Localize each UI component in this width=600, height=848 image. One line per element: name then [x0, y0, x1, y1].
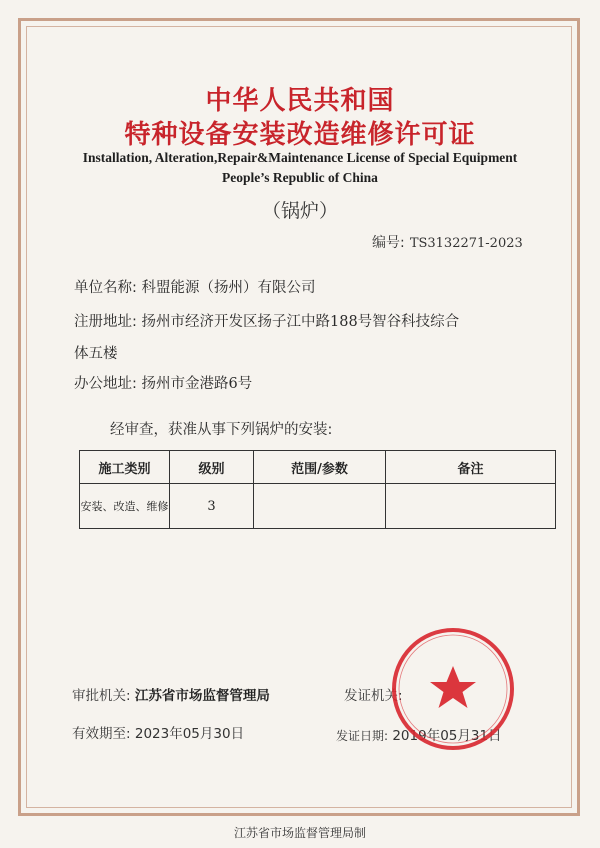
- reg-address-line2: [74, 342, 118, 363]
- reg-address-value-2: 体五楼: [74, 346, 118, 362]
- header-scope: 范围/参数: [254, 451, 386, 484]
- office-address-label: 办公地址:: [74, 376, 137, 392]
- header-level: 级别: [170, 451, 254, 484]
- unit-name-row: [74, 276, 316, 297]
- reg-address-row: [74, 310, 459, 331]
- unit-name-label: 单位名称:: [74, 280, 137, 296]
- cell-type: 安装、改造、维修: [80, 484, 170, 529]
- header-note: 备注: [386, 451, 556, 484]
- approver-row: [72, 684, 270, 704]
- cell-level: 3: [170, 484, 254, 529]
- approver-value: 江苏省市场监督管理局: [134, 688, 270, 704]
- title-cn-line1: 中华人民共和国: [205, 86, 395, 116]
- table-header-row: [80, 451, 556, 484]
- license-subtype: （锅炉）: [261, 200, 338, 222]
- bottom-issuer: 江苏省市场监督管理局制: [233, 826, 366, 840]
- serial-number: [372, 232, 523, 252]
- header-type: 施工类别: [80, 451, 170, 484]
- unit-name-value: 科盟能源（扬州）有限公司: [141, 280, 316, 296]
- cell-scope: [254, 484, 386, 529]
- valid-label: 有效期至:: [72, 726, 131, 742]
- official-seal: [390, 626, 516, 752]
- valid-value: 2023年05月30日: [134, 726, 245, 742]
- cell-note: [386, 484, 556, 529]
- valid-row: [72, 722, 244, 742]
- issue-date-label: 发证日期:: [336, 729, 389, 743]
- reg-address-label: 注册地址:: [74, 314, 137, 330]
- serial-value: TS3132271-2023: [409, 236, 523, 251]
- approver-label: 审批机关:: [72, 688, 131, 704]
- office-address-row: [74, 372, 252, 393]
- title-en-line2: People’s Republic of China: [222, 170, 378, 185]
- reg-address-value: 扬州市经济开发区扬子江中路188号智谷科技综合: [141, 314, 460, 330]
- license-table: [79, 450, 556, 529]
- issuer-label: 发证机关:: [344, 688, 403, 704]
- approval-statement: 经审查，获准从事下列锅炉的安装:: [110, 422, 333, 438]
- serial-label: 编号:: [372, 235, 405, 251]
- office-address-value: 扬州市金港路6号: [141, 376, 253, 392]
- title-cn-line2: 特种设备安装改造维修许可证: [124, 120, 476, 150]
- title-en-line1: Installation, Alteration,Repair&Maintenance License of Special Equipment: [82, 150, 518, 165]
- issue-date-value: 2019年05月31日: [392, 728, 502, 744]
- table-row: [80, 484, 556, 529]
